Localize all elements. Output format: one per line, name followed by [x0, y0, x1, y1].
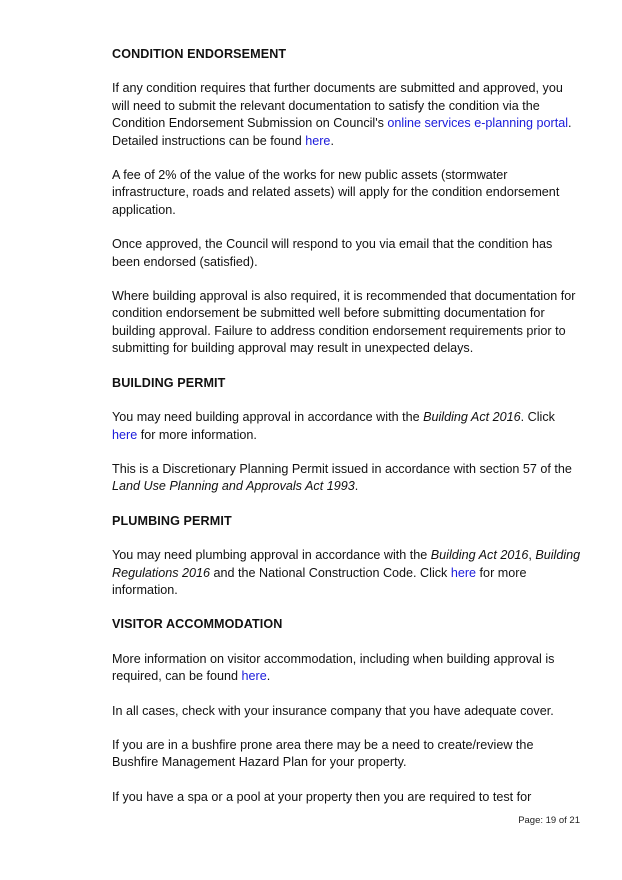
link-plumbing-here[interactable]: here [450, 565, 477, 580]
link-building-here[interactable]: here [112, 427, 138, 442]
page-content [112, 46, 582, 823]
heading-plumbing-permit: PLUMBING PERMIT [112, 513, 232, 528]
heading-building-permit: BUILDING PERMIT [112, 375, 226, 390]
paragraph-condition-fee: A fee of 2% of the value of the works for new public assets (stormwater infrastructure, roads and related assets) will apply for the condition endorsement application. [112, 168, 560, 217]
paragraph-bushfire: If you are in a bushfire prone area there may be a need to create/review the Bushfire Management Hazard Plan for your property. [112, 737, 534, 770]
paragraph-condition-submission: If any condition requires that further documents are submitted and approved, you will need to submit the relevant documentation to satisfy the condition via the Condition Endorsement Submission on Council's online services e-planning portal. Detailed instructions can be found here. [112, 81, 572, 148]
link-visitor-here[interactable]: here [241, 669, 267, 684]
paragraph-insurance: In all cases, check with your insurance company that you have adequate cover. [112, 703, 554, 718]
paragraph-plumbing-approval: You may need plumbing approval in accordance with the Building Act 2016, Building Regulations 2016 and the National Construction Code. Click here for more information. [112, 548, 581, 597]
heading-condition-endorsement: CONDITION ENDORSEMENT [112, 47, 287, 61]
heading-visitor-accommodation: VISITOR ACCOMMODATION [112, 617, 283, 632]
paragraph-building-approval: You may need building approval in accordance with the Building Act 2016. Click here for more information. [112, 410, 555, 442]
paragraph-condition-building: Where building approval is also required, it is recommended that documentation for condition endorsement be submitted well before submitting documentation for building approval. Failure to address condition endorsement requirements prior to submitting for building approval may result in unexpected delays. [112, 289, 576, 356]
paragraph-condition-approval: Once approved, the Council will respond to you via email that the condition has been endorsed (satisfied). [112, 237, 553, 269]
link-instructions-here[interactable]: here [305, 133, 331, 148]
page-number: Page: 19 of 21 [518, 815, 580, 826]
link-online-services-portal[interactable]: online services e-planning portal [387, 116, 569, 131]
paragraph-discretionary-permit: This is a Discretionary Planning Permit issued in accordance with section 57 of the Land Use Planning and Approvals Act 1993. [112, 461, 572, 494]
paragraph-spa-pool: If you have a spa or a pool at your property then you are required to test for [112, 789, 532, 804]
paragraph-visitor-info: More information on visitor accommodation, including when building approval is required, can be found here. [112, 651, 555, 684]
